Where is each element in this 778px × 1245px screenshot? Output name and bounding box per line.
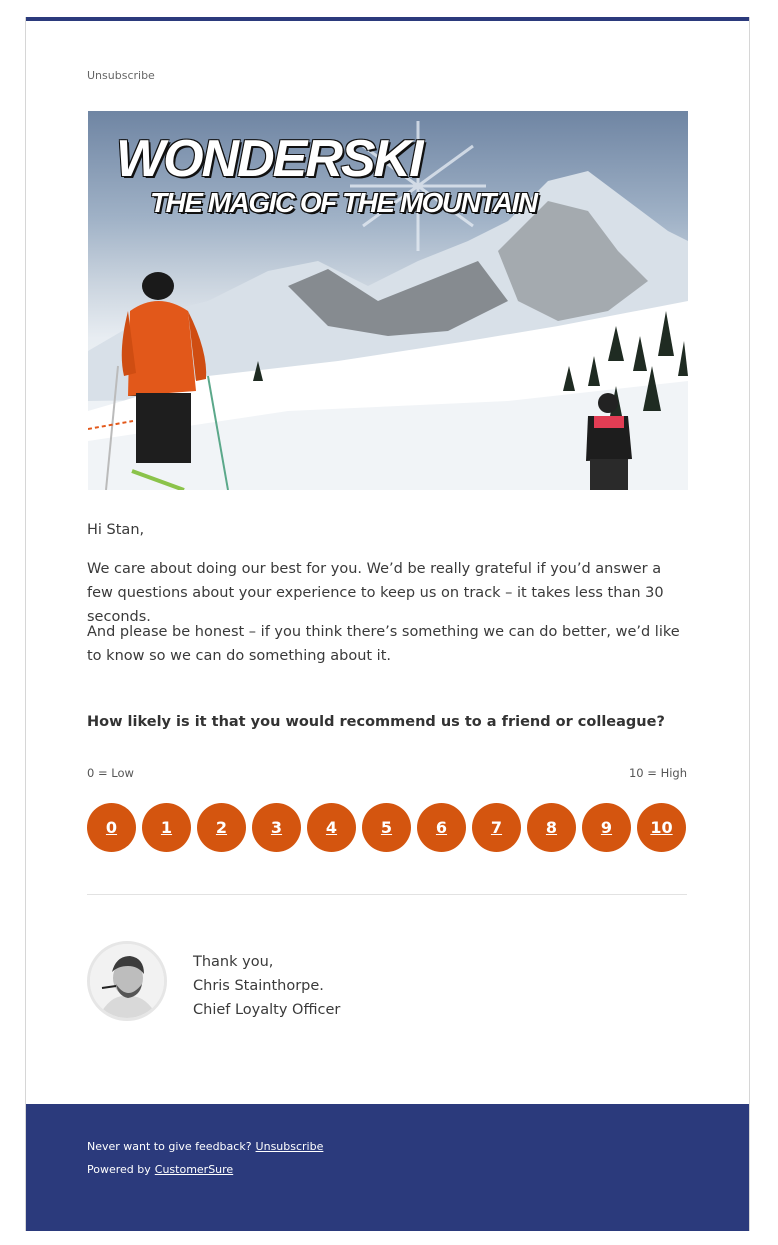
hero-banner-image: [88, 111, 688, 490]
score-button-6[interactable]: 6: [417, 803, 466, 852]
section-divider: [87, 894, 687, 895]
nps-score-buttons: [87, 803, 686, 852]
footer-feedback-line: [87, 1140, 323, 1153]
honesty-paragraph: And please be honest – if you think there’s something we can do better, we’d like to know so we can do something about it.: [87, 624, 680, 664]
score-button-3[interactable]: 3: [252, 803, 301, 852]
footer-unsubscribe-link[interactable]: Unsubscribe: [255, 1140, 324, 1153]
footer-customersure-link[interactable]: CustomerSure: [154, 1163, 234, 1176]
scale-high-label: 10 = High: [628, 766, 687, 780]
unsubscribe-link-top[interactable]: Unsubscribe: [87, 69, 155, 82]
footer-feedback-text: Never want to give feedback?: [87, 1140, 252, 1153]
top-accent-bar: [26, 17, 749, 21]
signature-name: Chris Stainthorpe.: [193, 978, 324, 994]
score-button-9[interactable]: 9: [582, 803, 631, 852]
score-button-7[interactable]: 7: [472, 803, 521, 852]
score-button-5[interactable]: 5: [362, 803, 411, 852]
person-portrait-icon: [90, 944, 164, 1018]
score-button-2[interactable]: 2: [197, 803, 246, 852]
greeting-text: Hi Stan,: [87, 522, 145, 538]
avatar: [87, 941, 167, 1021]
intro-paragraph: We care about doing our best for you. We’d be really grateful if you’d answer a few questions about your experience to keep us on track – it takes less than 30 seconds.: [87, 561, 664, 625]
score-button-0[interactable]: 0: [87, 803, 136, 852]
score-button-8[interactable]: 8: [527, 803, 576, 852]
signature-block: [193, 950, 340, 1022]
signature-thanks: Thank you,: [193, 954, 274, 970]
score-button-10[interactable]: 10: [637, 803, 686, 852]
scale-low-label: 0 = Low: [87, 766, 134, 780]
score-button-1[interactable]: 1: [142, 803, 191, 852]
score-button-4[interactable]: 4: [307, 803, 356, 852]
nps-question: How likely is it that you would recommend us to a friend or colleague?: [87, 714, 665, 730]
email-card: [25, 17, 750, 1231]
footer: [26, 1104, 749, 1231]
footer-powered-line: [87, 1163, 233, 1176]
footer-powered-text: Powered by: [87, 1163, 151, 1176]
brand-subtitle: THE MAGIC OF THE MOUNTAIN: [150, 187, 537, 218]
brand-title: WONDERSKI: [116, 130, 422, 188]
signature-title: Chief Loyalty Officer: [193, 1002, 341, 1018]
